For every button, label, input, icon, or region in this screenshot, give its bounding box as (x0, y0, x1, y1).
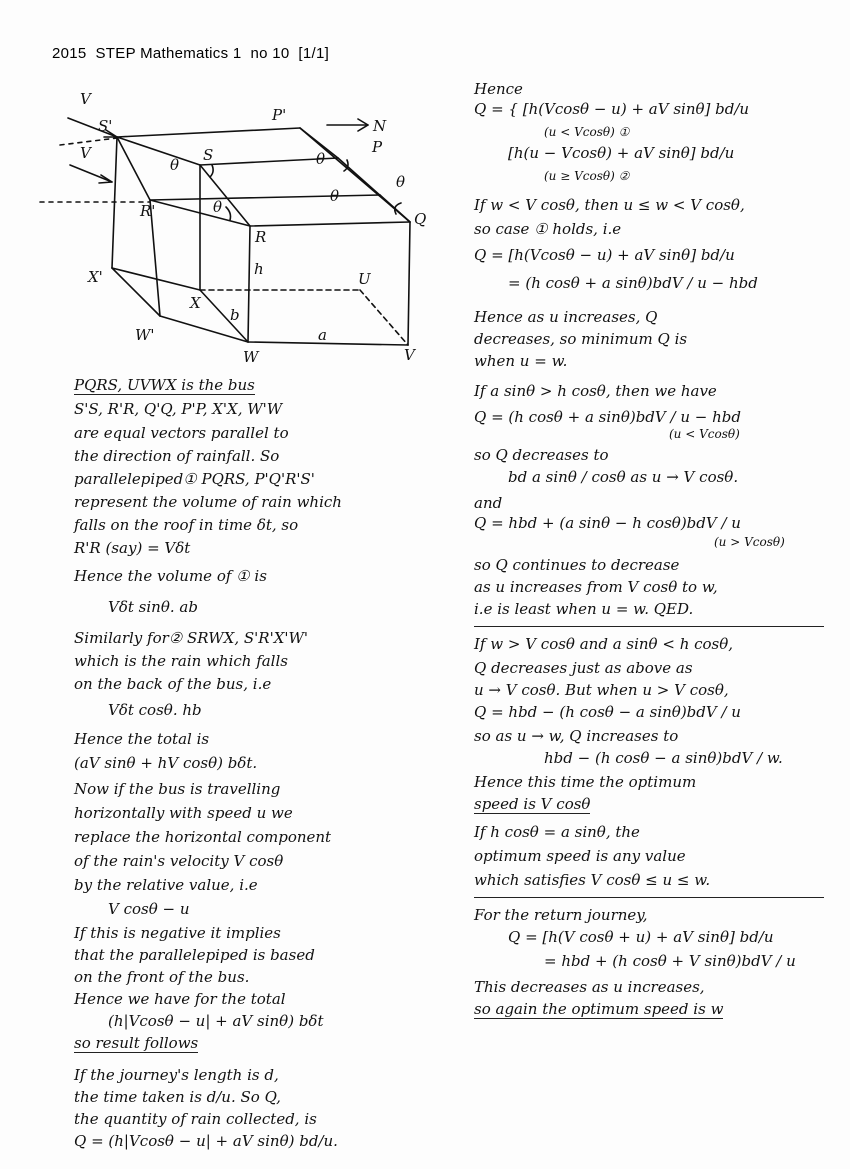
left-line-28: so result follows (74, 1034, 199, 1052)
label-r: R (255, 228, 267, 246)
edge-s-prime-p-prime (117, 128, 300, 137)
left-line-8: R'R (say) = Vδt (74, 539, 191, 557)
right-line-38: This decreases as u increases, (474, 978, 705, 996)
left-line-5: parallelepiped① PQRS, P'Q'R'S' (74, 470, 315, 488)
label-q: Q (414, 210, 427, 228)
edge-u-v-dashed (360, 290, 408, 345)
right-line-28: so as u → w, Q increases to (474, 727, 679, 745)
label-theta-4: θ (330, 187, 340, 205)
right-line-37: = hbd + (h cosθ + V sinθ)bdV / u (544, 952, 796, 970)
right-line-5: (u ≥ Vcosθ) ② (544, 169, 630, 183)
divider-2 (474, 897, 824, 898)
left-line-32: Q = (h|Vcosθ − u| + aV sinθ) bd/u. (74, 1132, 338, 1150)
right-line-32: If h cosθ = a sinθ, the (474, 823, 640, 841)
left-line-19: replace the horizontal component (74, 828, 332, 846)
right-line-19: Q = hbd + (a sinθ − h cosθ)bdV / u (474, 514, 741, 532)
right-line-18: and (474, 494, 503, 512)
label-h: h (254, 260, 264, 278)
right-line-16: so Q decreases to (474, 446, 609, 464)
left-line-3: are equal vectors parallel to (74, 424, 289, 442)
right-line-26: u → V cosθ. But when u > V cosθ, (474, 681, 729, 699)
angle-arc-r (226, 207, 231, 220)
label-n: N (373, 117, 387, 135)
right-line-13: If a sinθ > h cosθ, then we have (474, 382, 717, 400)
right-line-8: Q = [h(Vcosθ − u) + aV sinθ] bd/u (474, 246, 735, 264)
right-line-24: If w > V cosθ and a sinθ < h cosθ, (474, 635, 734, 653)
right-line-1: Hence (474, 80, 523, 98)
left-line-30: the time taken is d/u. So Q, (74, 1088, 281, 1106)
label-theta-2: θ (316, 150, 326, 168)
edge-r-q (250, 222, 410, 226)
left-line-14: Vδt cosθ. hb (108, 701, 202, 719)
label-p-prime: P' (272, 106, 287, 124)
edge-r-w (248, 226, 250, 342)
left-line-25: on the front of the bus. (74, 968, 250, 986)
right-column-notes (474, 82, 824, 1022)
right-line-14: Q = (h cosθ + a sinθ)bdV / u − hbd (474, 408, 741, 426)
left-line-29: If the journey's length is d, (74, 1066, 279, 1084)
label-s: S (203, 146, 214, 164)
label-s-prime: S' (98, 117, 113, 135)
left-line-9: Hence the volume of ① is (74, 567, 267, 585)
right-line-12: when u = w. (474, 352, 568, 370)
label-p: P (372, 138, 383, 156)
right-line-23: i.e is least when u = w. QED. (474, 600, 694, 618)
edge-q-v (408, 222, 410, 345)
edge-r-prime-q-prime (150, 195, 380, 200)
right-line-25: Q decreases just as above as (474, 659, 693, 677)
right-line-29: hbd − (h cosθ − a sinθ)bdV / w. (544, 749, 783, 767)
right-line-30: Hence this time the optimum (474, 773, 697, 791)
left-line-27: (h|Vcosθ − u| + aV sinθ) bδt (108, 1012, 324, 1030)
right-line-36: Q = [h(V cosθ + u) + aV sinθ] bd/u (508, 928, 774, 946)
left-line-22: V cosθ − u (108, 900, 190, 918)
right-line-2: Q = { [h(Vcosθ − u) + aV sinθ] bd/u (474, 100, 750, 118)
label-v-mid: V (80, 144, 91, 162)
left-line-23: If this is negative it implies (74, 924, 281, 942)
right-line-11: decreases, so minimum Q is (474, 330, 688, 348)
left-line-11: Similarly for② SRWX, S'R'X'W' (74, 629, 309, 647)
left-line-21: by the relative value, i.e (74, 876, 258, 894)
label-v-corner: V (404, 346, 415, 364)
label-x-prime: X' (88, 268, 103, 286)
label-w: W (243, 348, 259, 366)
divider-1 (474, 626, 824, 627)
right-line-9: = (h cosθ + a sinθ)bdV / u − hbd (508, 274, 758, 292)
rain-arrow-2 (70, 165, 112, 182)
label-theta-3: θ (396, 173, 406, 191)
right-line-17: bd a sinθ / cosθ as u → V cosθ. (508, 468, 739, 486)
left-column-notes (74, 378, 434, 1156)
left-line-4: the direction of rainfall. So (74, 447, 280, 465)
right-line-7: so case ① holds, i.e (474, 220, 622, 238)
page-header: 2015 STEP Mathematics 1 no 10 [1/1] (52, 45, 330, 62)
right-line-20: (u > Vcosθ) (714, 535, 785, 549)
bus-diagram (0, 70, 450, 370)
right-line-35: For the return journey, (474, 906, 648, 924)
label-w-prime: W' (135, 326, 155, 344)
label-u: U (358, 270, 371, 288)
left-line-26: Hence we have for the total (74, 990, 286, 1008)
label-theta-1: θ (170, 156, 180, 174)
left-line-1: PQRS, UVWX is the bus (74, 376, 255, 394)
right-line-27: Q = hbd − (h cosθ − a sinθ)bdV / u (474, 703, 741, 721)
left-line-17: Now if the bus is travelling (74, 780, 281, 798)
left-line-2: S'S, R'R, Q'Q, P'P, X'X, W'W (74, 400, 283, 418)
left-line-13: on the back of the bus, i.e (74, 675, 272, 693)
right-line-21: so Q continues to decrease (474, 556, 680, 574)
right-line-22: as u increases from V cosθ to w, (474, 578, 718, 596)
label-b: b (230, 306, 240, 324)
left-line-12: which is the rain which falls (74, 652, 288, 670)
edge-x-prime-w-prime (112, 268, 160, 316)
left-line-15: Hence the total is (74, 730, 210, 748)
left-line-24: that the parallelepiped is based (74, 946, 315, 964)
left-line-7: falls on the roof in time δt, so (74, 516, 299, 534)
edge-w-v (248, 342, 408, 345)
right-line-31: speed is V cosθ (474, 795, 591, 813)
right-line-34: which satisfies V cosθ ≤ u ≤ w. (474, 871, 711, 889)
angle-arc-s (210, 165, 213, 177)
edge-s-r (200, 165, 250, 226)
left-line-16: (aV sinθ + hV cosθ) bδt. (74, 754, 258, 772)
right-line-15: (u < Vcosθ) (669, 427, 740, 441)
label-theta-5: θ (213, 198, 223, 216)
label-r-prime: R' (140, 202, 156, 220)
label-v-top: V (80, 90, 91, 108)
label-a: a (318, 326, 327, 344)
right-line-4: [h(u − Vcosθ) + aV sinθ] bd/u (508, 144, 735, 162)
right-line-3: (u < Vcosθ) ① (544, 125, 630, 139)
label-x: X (190, 294, 201, 312)
left-line-6: represent the volume of rain which (74, 493, 342, 511)
left-line-31: the quantity of rain collected, is (74, 1110, 317, 1128)
left-line-18: horizontally with speed u we (74, 804, 293, 822)
left-line-10: Vδt sinθ. ab (108, 598, 198, 616)
right-line-6: If w < V cosθ, then u ≤ w < V cosθ, (474, 196, 745, 214)
right-line-33: optimum speed is any value (474, 847, 686, 865)
left-line-20: of the rain's velocity V cosθ (74, 852, 284, 870)
right-line-39: so again the optimum speed is w (474, 1000, 724, 1018)
right-line-10: Hence as u increases, Q (474, 308, 658, 326)
